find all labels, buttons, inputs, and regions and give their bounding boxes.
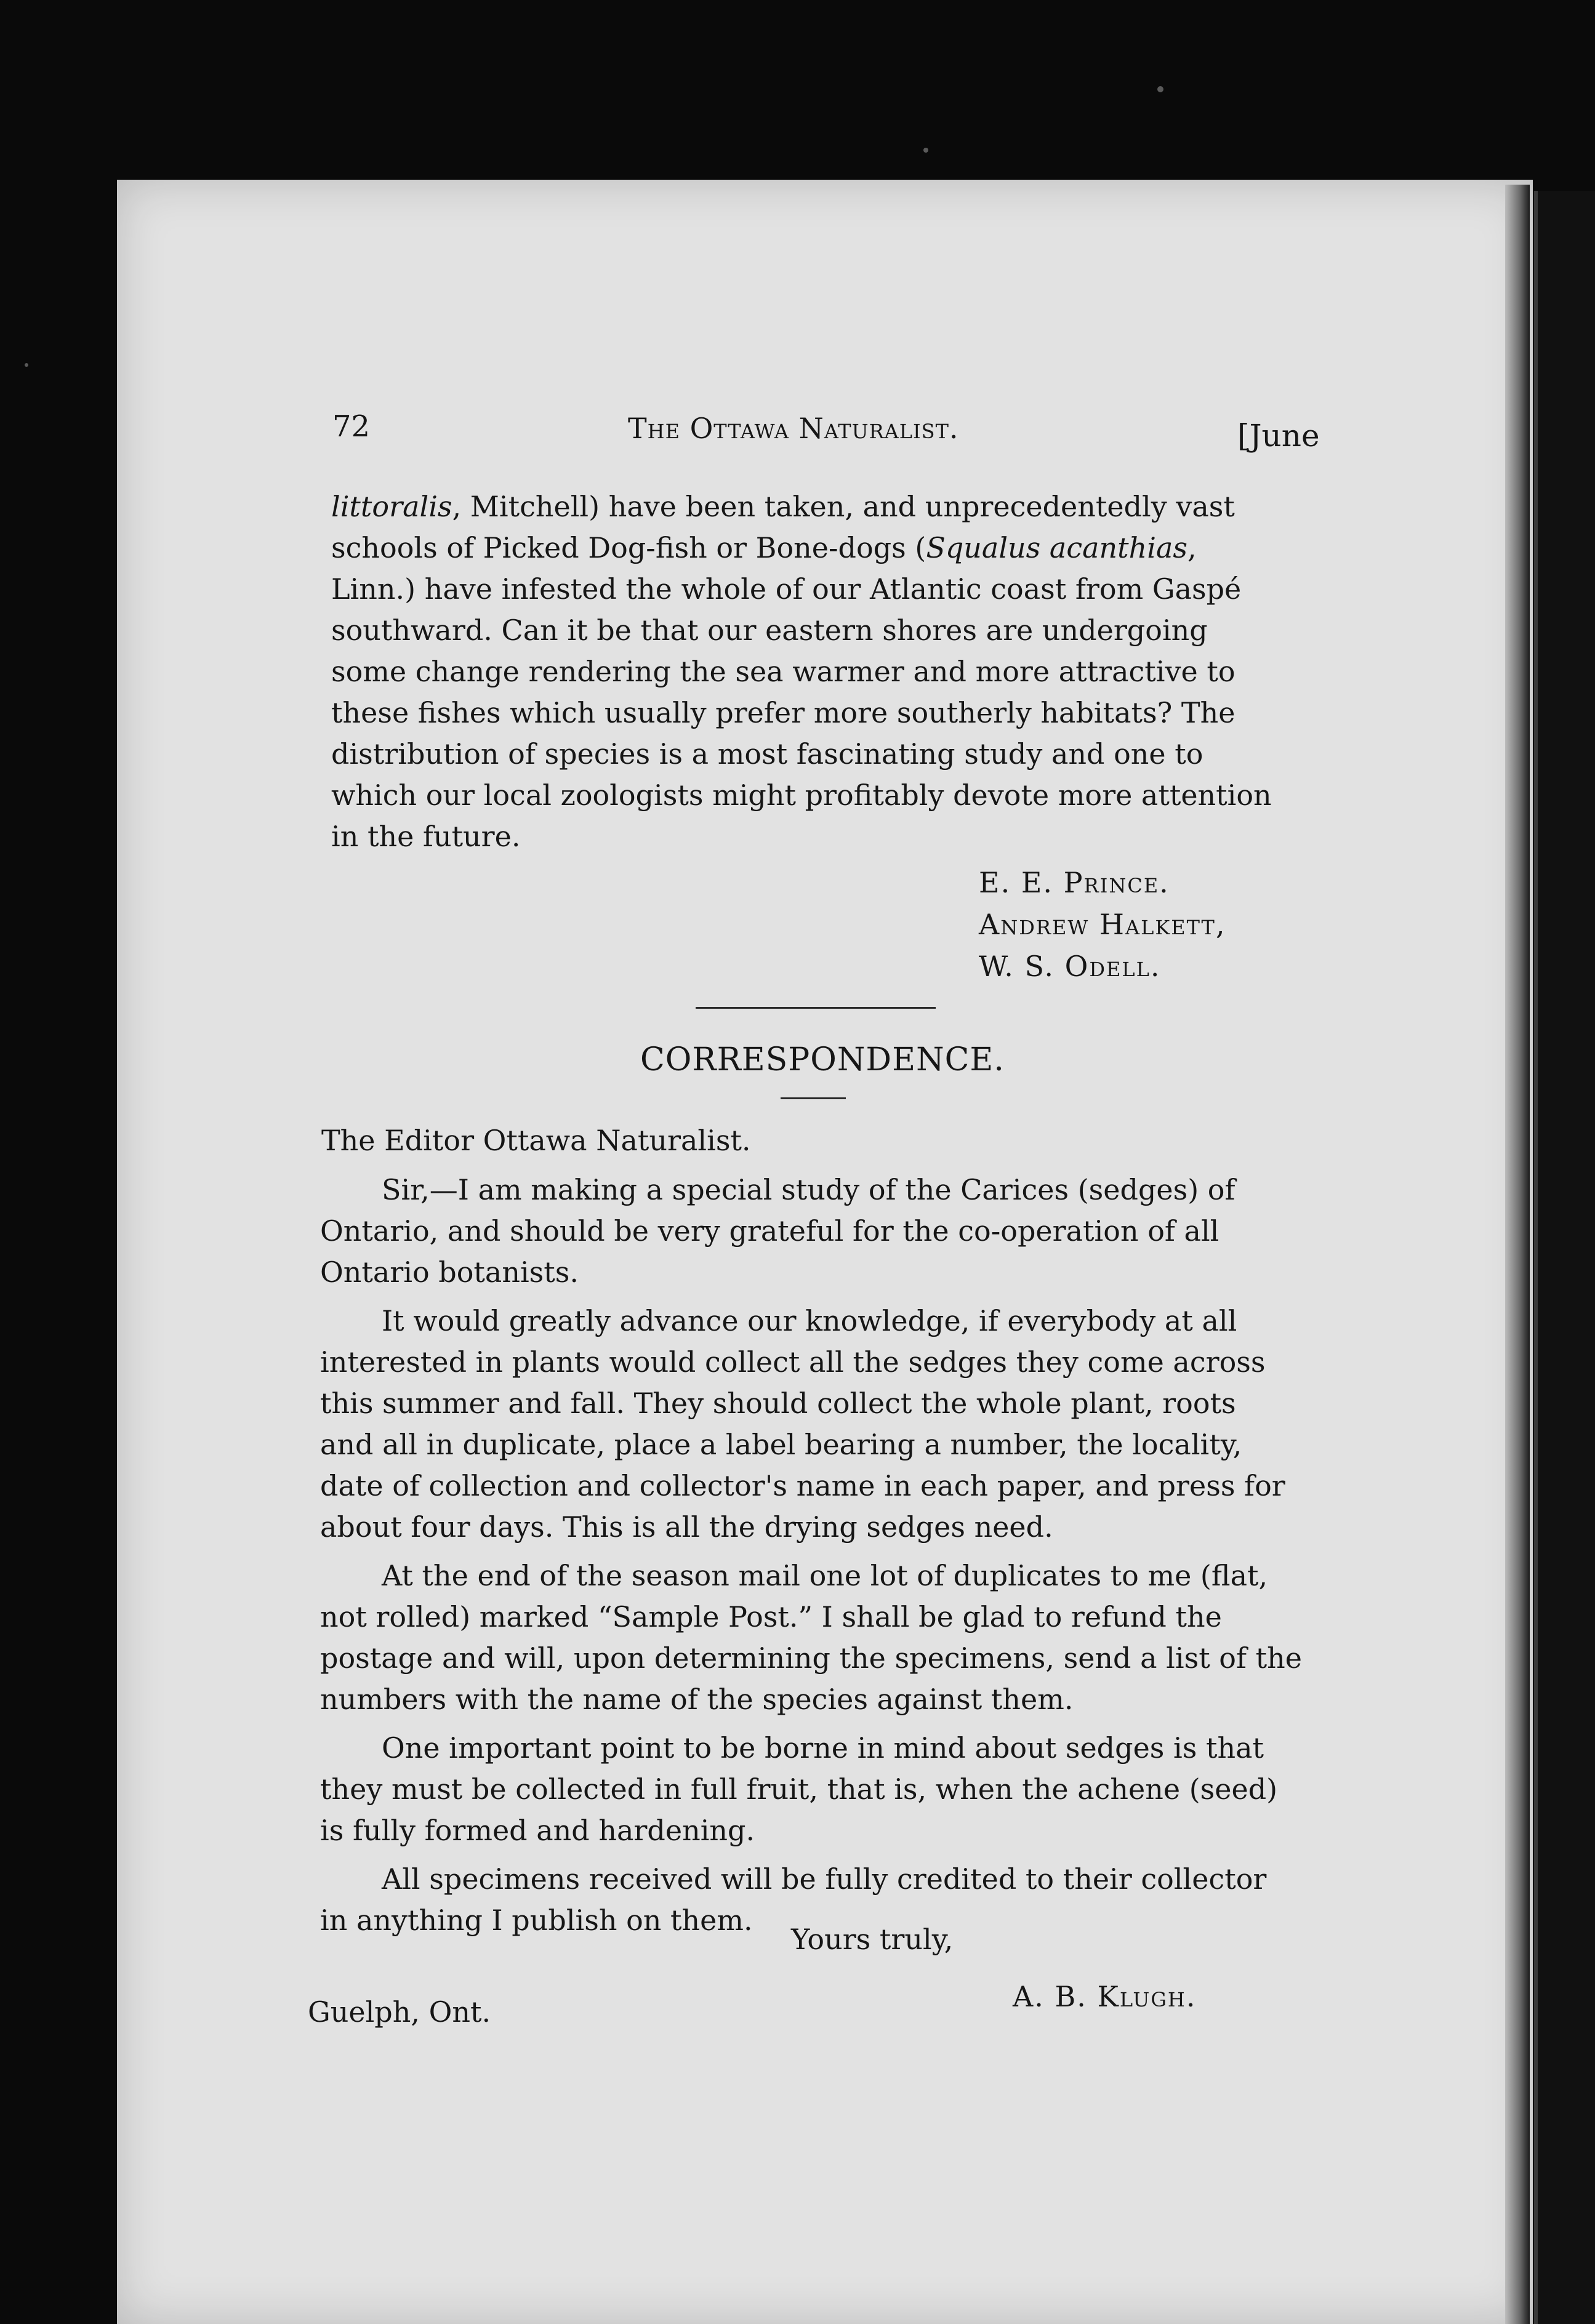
dust-speck — [25, 363, 28, 367]
letter-body — [320, 1169, 1311, 1941]
text-line: not rolled) marked “Sample Post.” I shall be glad to refund the — [320, 1600, 1222, 1633]
journal-title: The Ottawa Naturalist. — [628, 412, 959, 445]
species-name: littoralis — [331, 490, 452, 523]
text-line: Ontario, and should be very grateful for the co-operation of all — [320, 1214, 1219, 1248]
article-continuation — [331, 486, 1316, 857]
facing-page-edge — [1534, 191, 1595, 2324]
article-signatories — [979, 862, 1226, 987]
text-line: Sir,—I am making a special study of the Carices (sedges) of — [382, 1173, 1235, 1206]
text-line: It would greatly advance our knowledge, if everybody at all — [382, 1304, 1237, 1337]
text-line: is fully formed and hardening. — [320, 1814, 755, 1847]
text-line: this summer and fall. They should collect the whole plant, roots — [320, 1387, 1236, 1420]
letter-signature: A. B. Klugh. — [1013, 1980, 1197, 2013]
text-line: One important point to be borne in mind about sedges is that — [382, 1731, 1264, 1765]
text-line: distribution of species is a most fascinating study and one to — [331, 737, 1203, 771]
place-text: Guelph, Ont. — [308, 1995, 491, 2029]
letter-place — [308, 1992, 491, 2033]
text-line: Linn.) have infested the whole of our Atlantic coast from Gaspé — [331, 572, 1242, 606]
heading-underline — [781, 1097, 846, 1099]
text-line-rest: , Mitchell) have been taken, and unprecedentedly vast — [452, 490, 1235, 523]
text-line: in the future. — [331, 820, 521, 853]
signatory: Andrew Halkett, — [979, 908, 1226, 941]
text-line: southward. Can it be that our eastern shores are undergoing — [331, 614, 1208, 647]
text-line: Ontario botanists. — [320, 1256, 579, 1289]
text-line: date of collection and collector's name in each paper, and press for — [320, 1469, 1285, 1502]
signatory: E. E. Prince. — [979, 866, 1170, 899]
text-line: which our local zoologists might profitably devote more attention — [331, 779, 1272, 812]
section-divider — [696, 1007, 936, 1009]
signatory: W. S. Odell. — [979, 950, 1161, 983]
page-number: 72 — [332, 409, 371, 444]
text-line: schools of Picked Dog-fish or Bone-dogs (Squalus acanthias, — [331, 531, 1197, 564]
text-line: in anything I publish on them. — [320, 1904, 753, 1937]
text-line: and all in duplicate, place a label bearing a number, the locality, — [320, 1428, 1242, 1461]
dust-speck — [923, 148, 928, 153]
text-line: All specimens received will be fully credited to their collector — [382, 1862, 1267, 1896]
issue-month: [June — [1237, 418, 1320, 454]
letter-salutation — [321, 1120, 751, 1161]
running-header — [332, 409, 1320, 459]
text-line: some change rendering the sea warmer and more attractive to — [331, 655, 1235, 688]
text-line: postage and will, upon determining the specimens, send a list of the — [320, 1641, 1302, 1675]
text-line: they must be collected in full fruit, that is, when the achene (seed) — [320, 1773, 1278, 1806]
dust-speck — [1157, 86, 1163, 92]
text-line: about four days. This is all the drying sedges need. — [320, 1510, 1053, 1544]
text-line — [331, 486, 1316, 527]
section-heading: CORRESPONDENCE. — [640, 1041, 1005, 1078]
text-line: numbers with the name of the species against them. — [320, 1683, 1074, 1716]
salutation-text: The Editor Ottawa Naturalist. — [321, 1124, 751, 1157]
letter-closing — [791, 1919, 953, 1960]
closing-text: Yours truly, — [791, 1923, 954, 1956]
page-gutter — [1505, 185, 1530, 2324]
text-line: At the end of the season mail one lot of duplicates to me (flat, — [382, 1559, 1268, 1592]
species-name: Squalus acanthias — [926, 531, 1187, 564]
text-line: interested in plants would collect all the sedges they come across — [320, 1345, 1266, 1379]
text-line: these fishes which usually prefer more southerly habitats? The — [331, 696, 1235, 729]
